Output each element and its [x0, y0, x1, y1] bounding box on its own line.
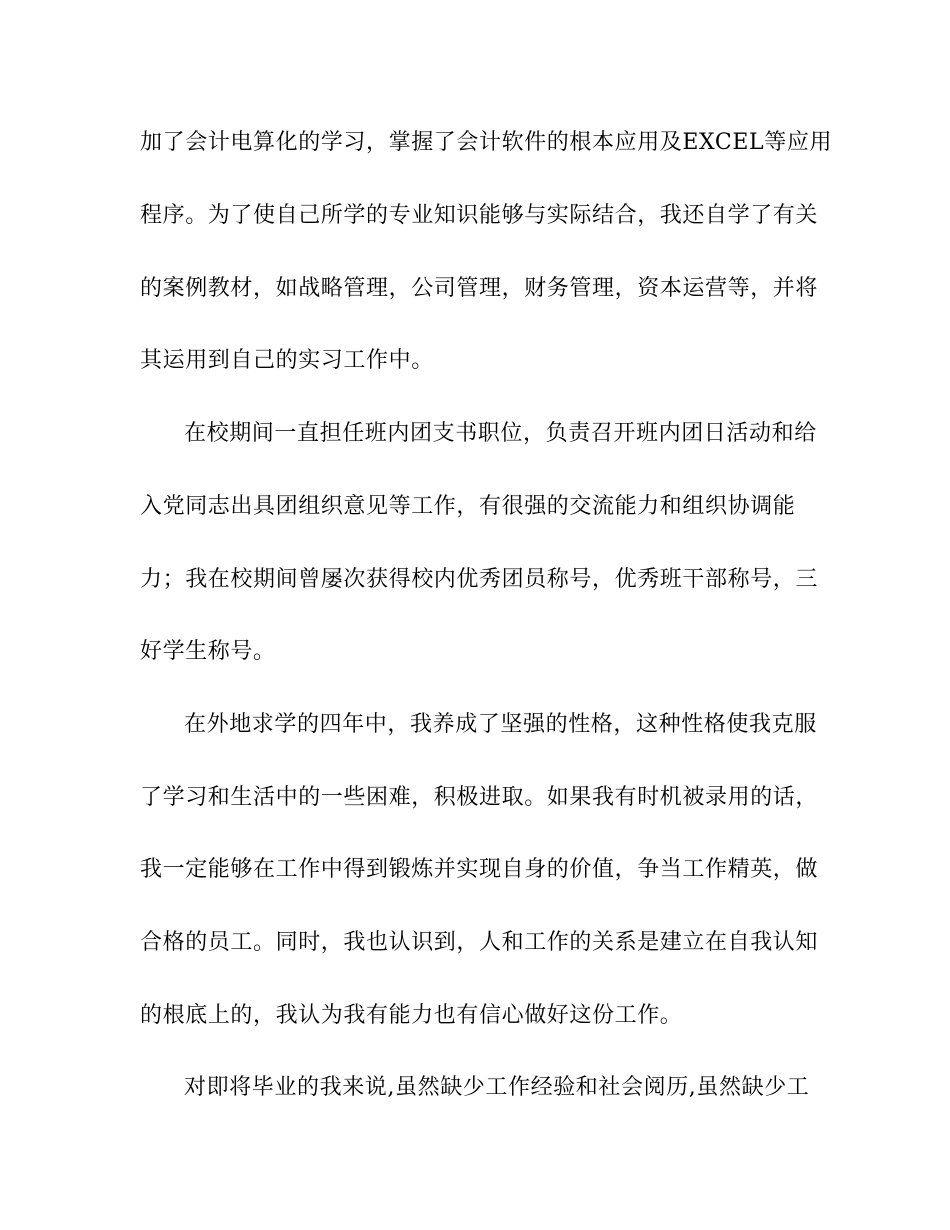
paragraph-first-line: 在校期间一直担任班内团支书职位，负责召开班内团日活动和给	[184, 421, 817, 446]
text-line: 了学习和生活中的一些困难，积极进取。如果我有时机被录用的话，	[140, 785, 819, 810]
text-line: 程序。为了使自己所学的专业知识能够与实际结合，我还自学了有关	[140, 203, 819, 228]
text-line: 的根底上的，我认为我有能力也有信心做好这份工作。	[140, 1003, 683, 1028]
text-line: 加了会计电算化的学习，掌握了会计软件的根本应用及EXCEL等应用	[140, 130, 833, 155]
text-line: 力；我在校期间曾屡次获得校内优秀团员称号，优秀班干部称号，三	[140, 567, 819, 592]
text-line: 我一定能够在工作中得到锻炼并实现自身的价值，争当工作精英，做	[140, 857, 819, 882]
text-line: 其运用到自己的实习工作中。	[140, 348, 434, 373]
text-line: 的案例教材，如战略管理，公司管理，财务管理，资本运营等，并将	[140, 276, 819, 301]
text-line: 合格的员工。同时，我也认识到，人和工作的关系是建立在自我认知	[140, 930, 819, 955]
paragraph-first-line: 对即将毕业的我来说,虽然缺少工作经验和社会阅历,虽然缺少工	[184, 1075, 810, 1100]
paragraph-first-line: 在外地求学的四年中，我养成了坚强的性格，这种性格使我克服	[184, 712, 817, 737]
text-line: 好学生称号。	[140, 639, 276, 664]
text-line: 入党同志出具团组织意见等工作，有很强的交流能力和组织协调能	[140, 494, 796, 519]
